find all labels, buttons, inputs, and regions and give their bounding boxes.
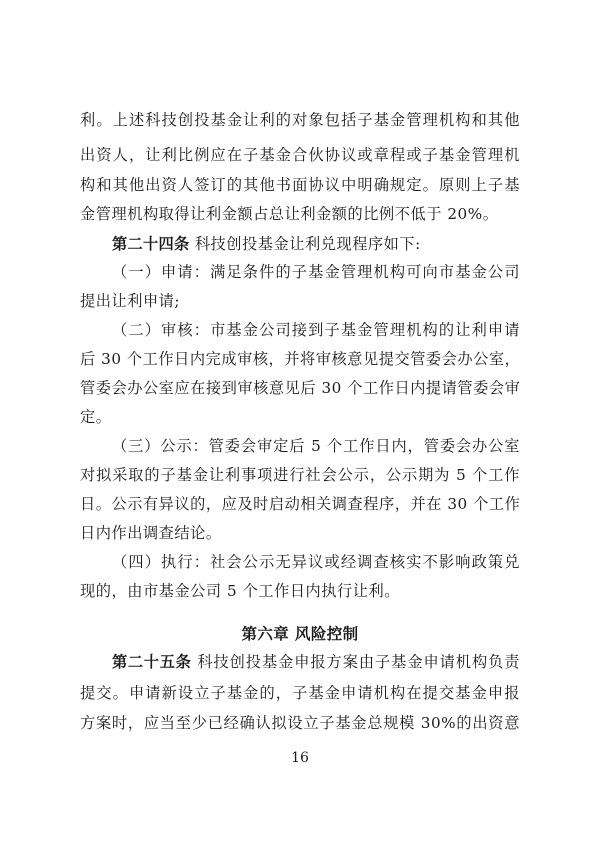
text-line: 出资人，让利比例应在子基金合伙协议或章程或子基金管理机 — [80, 146, 520, 164]
article-24-heading — [112, 233, 421, 255]
text-line: 管委会办公室应在接到审核意见后 30 个工作日内提请管委会审 — [80, 379, 521, 397]
text-line: 日。公示有异议的，应及时启动相关调查程序，并在 30 个工作 — [80, 495, 521, 513]
text-line: （四）执行：社会公示无异议或经调查核实不影响政策兑 — [112, 553, 520, 571]
article-lead: 科技创投基金让利兑现程序如下: — [189, 235, 421, 253]
text-line: （三）公示：管委会审定后 5 个工作日内，管委会办公室 — [112, 437, 520, 455]
text-line: 对拟采取的子基金让利事项进行社会公示，公示期为 5 个工作 — [80, 466, 520, 484]
text-line: 提交。申请新设立子基金的，子基金申请机构在提交基金申报 — [80, 684, 520, 702]
article-number: 第二十四条 — [112, 235, 190, 253]
text-line: 后 30 个工作日内完成审核，并将审核意见提交管委会办公室， — [80, 350, 521, 368]
text-line: 日内作出调查结论。 — [80, 524, 222, 542]
article-25-heading — [112, 651, 520, 673]
text-line: 构和其他出资人签订的其他书面协议中明确规定。原则上子基 — [80, 176, 520, 194]
chapter-heading: 第六章 风险控制 — [241, 625, 359, 643]
text-line: 定。 — [80, 408, 112, 426]
text-line: 提出让利申请; — [80, 292, 181, 310]
article-lead: 科技创投基金申报方案由子基金申请机构负责 — [191, 653, 520, 671]
text-line: 方案时，应当至少已经确认拟设立子基金总规模 30%的出资意 — [80, 714, 520, 732]
text-line: 利。上述科技创投基金让利的对象包括子基金管理机构和其他 — [80, 111, 520, 129]
text-line: （一）申请：满足条件的子基金管理机构可向市基金公司 — [112, 263, 520, 281]
text-line: 金管理机构取得让利金额占总让利金额的比例不低于 20%。 — [80, 205, 499, 223]
article-number: 第二十五条 — [112, 653, 192, 671]
page-number: 16 — [291, 750, 309, 766]
text-line: （二）审核：市基金公司接到子基金管理机构的让利申请 — [112, 321, 520, 339]
text-line: 现的，由市基金公司 5 个工作日内执行让利。 — [80, 582, 400, 600]
